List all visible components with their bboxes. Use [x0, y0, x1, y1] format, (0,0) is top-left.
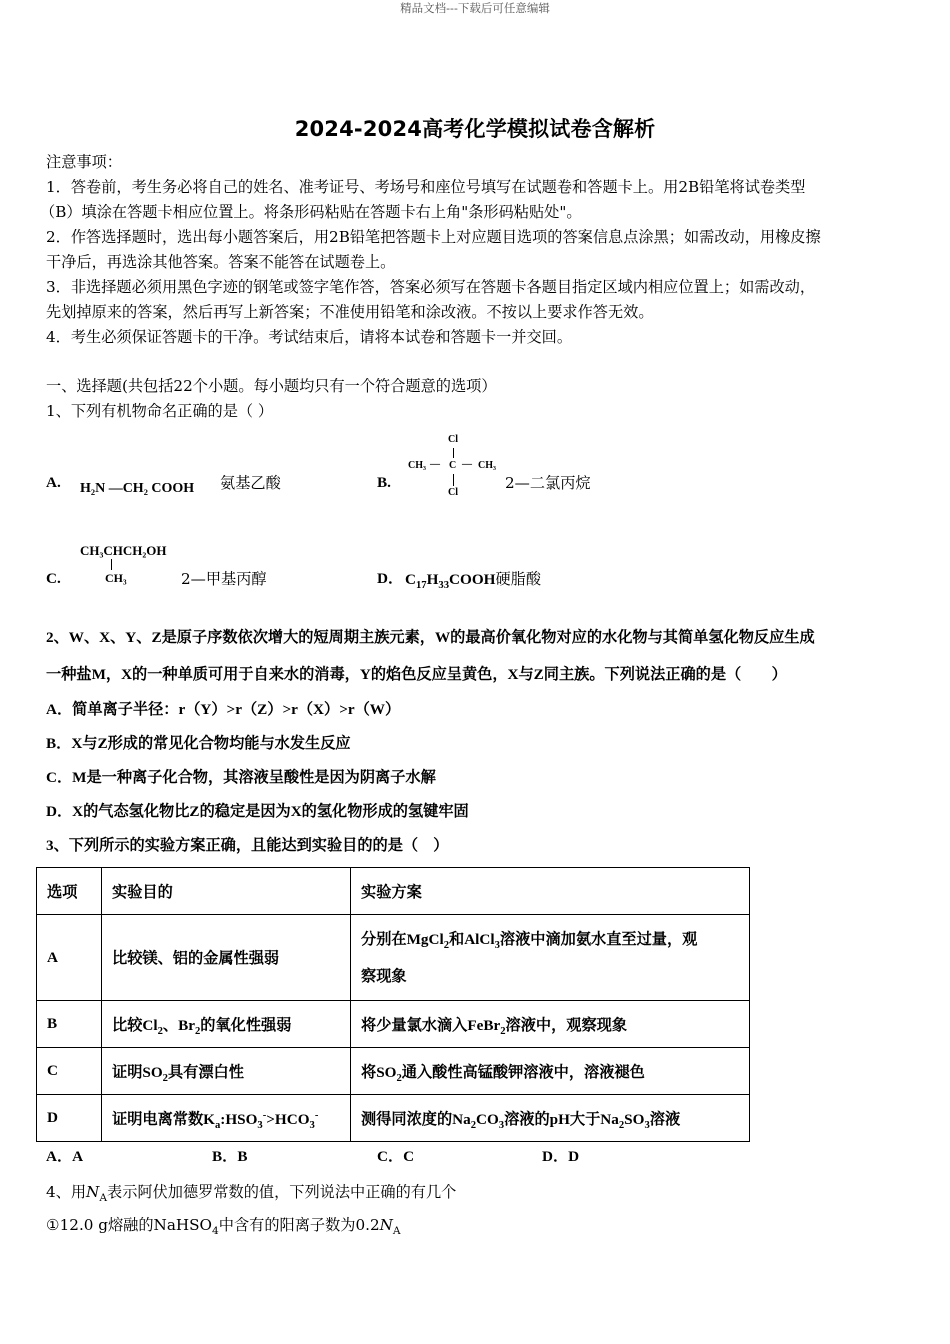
table-row: [37, 1048, 750, 1095]
notice-line: 干净后，再选涂其他答案。答案不能答在试题卷上。: [46, 253, 396, 271]
notice-line: 2．作答选择题时，选出每小题答案后，用2B铅笔把答题卡上对应题目选项的答案信息点涂黑；如需改动，用橡皮擦: [46, 228, 821, 246]
question-2-stem: 2、W、X、Y、Z是原子序数依次增大的短周期主族元素，W的最高价氧化物对应的水化物与其简单氢化物反应生成: [46, 629, 815, 646]
q1-option-c-label: C.: [46, 570, 61, 587]
q2-option-a: A．简单离子半径：r（Y）>r（Z）>r（X）>r（W）: [46, 701, 401, 718]
question-4-stem: 4、用$N_A$表示阿伏加德罗常数的值，下列说法中正确的有几个: [46, 1183, 457, 1205]
table-cell-plan: 分别在MgCl$_2$和AlCl$_3$溶液中滴加氨水直至过量，观 察现象: [351, 915, 750, 1001]
table-header-cell: 实验方案: [351, 868, 750, 915]
question-3-stem: 3、下列所示的实验方案正确，且能达到实验目的的是（ ）: [46, 837, 449, 854]
q1-b-bond-bottom: [453, 474, 454, 486]
notice-heading: 注意事项：: [46, 153, 122, 171]
table-header-row: [37, 868, 750, 915]
q1-b-cl-top: Cl: [448, 434, 458, 445]
table-header-cell: 选项: [37, 868, 102, 915]
q1-b-bond-right: —: [462, 459, 472, 470]
q1-option-b-name: 2—二氯丙烷: [505, 474, 591, 492]
table-header-cell: 实验目的: [102, 868, 351, 915]
q3-answer-c: C．C: [377, 1148, 415, 1165]
q1-option-b-label: B.: [377, 474, 391, 491]
q1-option-c-name: 2—甲基丙醇: [181, 570, 267, 588]
table-cell-goal: 证明电离常数$K_a:HSO_3^->HCO_3^-$: [102, 1095, 351, 1142]
table-cell-plan: 将少量氯水滴入FeBr$_2$溶液中，观察现象: [351, 1001, 750, 1048]
table-cell-goal: 证明$SO_2$具有漂白性: [102, 1048, 351, 1095]
q1-c-branch: CH₃: [105, 571, 127, 585]
table-cell-option: C: [37, 1048, 102, 1095]
notice-line: （B）填涂在答题卡相应位置上。将条形码粘贴在答题卡右上角"条形码粘贴处"。: [40, 203, 582, 221]
q1-option-d-text: $C_{17}H_{33}COOH$硬脂酸: [405, 570, 542, 592]
page-title: 2024-2024高考化学模拟试卷含解析: [294, 117, 656, 141]
q1-option-a-name: 氨基乙酸: [220, 474, 281, 492]
q1-c-chain: CH₃CHCH₂OH: [80, 543, 167, 558]
table-cell-option: A: [37, 915, 102, 1001]
q2-option-d: D．X的气态氢化物比Z的稳定是因为X的氢化物形成的氢键牢固: [46, 803, 469, 820]
section-heading: 一、选择题(共包括22个小题。每小题均只有一个符合题意的选项）: [46, 377, 497, 395]
table-cell-option: B: [37, 1001, 102, 1048]
q3-answer-d: D．D: [542, 1148, 580, 1165]
table-cell-goal: 比较$Cl_2$、$Br_2$的氧化性强弱: [102, 1001, 351, 1048]
table-row: [37, 915, 750, 1001]
table-row: [37, 1095, 750, 1142]
q1-option-a-label: A.: [46, 474, 61, 491]
table-cell-option: D: [37, 1095, 102, 1142]
table-cell-goal: 比较镁、铝的金属性强弱: [102, 915, 351, 1001]
notice-line: 3．非选择题必须用黑色字迹的钢笔或签字笔作答，答案必须写在答题卡各题目指定区域内相应位置上；如需改动，: [46, 278, 816, 296]
table-row: [37, 1001, 750, 1048]
q1-c-branch-bond: [111, 559, 112, 570]
q2-option-c: C．M是一种离子化合物，其溶液呈酸性是因为阴离子水解: [46, 769, 436, 786]
q1-b-ch3-left: CH₃: [408, 460, 426, 471]
question-2-stem-cont: 一种盐M，X的一种单质可用于自来水的消毒，Y的焰色反应呈黄色，X与Z同主族。下列说法正确的是（ ）: [46, 666, 787, 683]
q3-answer-a: A．A: [46, 1148, 84, 1165]
question-1-stem: 1、下列有机物命名正确的是（ ）: [46, 402, 274, 420]
page-header: 精品文档---下载后可任意编辑: [400, 1, 550, 15]
q1-b-ch3-right: CH₃: [478, 460, 496, 471]
q4-item-1: ①12.0 g熔融的NaHSO$_4$中含有的阳离子数为$0.2N_A$: [46, 1216, 401, 1238]
q2-option-b: B．X与Z形成的常见化合物均能与水发生反应: [46, 735, 351, 752]
table-cell-plan: 将$SO_2$通入酸性高锰酸钾溶液中，溶液褪色: [351, 1048, 750, 1095]
table-cell-plan: 测得同浓度的$Na_2CO_3$溶液的pH大于$Na_2SO_3$溶液: [351, 1095, 750, 1142]
q3-answer-b: B．B: [212, 1148, 248, 1165]
q1-option-d-label: D．: [377, 570, 404, 587]
q1-option-a-formula: H₂N —CH₂ COOH: [80, 481, 195, 496]
q1-b-bond-left: —: [430, 459, 440, 470]
notice-line: 1．答卷前，考生务必将自己的姓名、准考证号、考场号和座位号填写在试题卷和答题卡上。用2B铅笔将试卷类型: [46, 178, 806, 196]
experiment-table: [36, 867, 750, 1142]
q1-b-cl-bottom: Cl: [448, 487, 458, 498]
notice-line: 4．考生必须保证答题卡的干净。考试结束后，请将本试卷和答题卡一并交回。: [46, 328, 573, 346]
notice-line: 先划掉原来的答案，然后再写上新答案；不准使用铅笔和涂改液。不按以上要求作答无效。: [46, 303, 654, 321]
q1-b-central-c: C: [449, 460, 457, 471]
q1-b-bond-top: [453, 448, 454, 458]
